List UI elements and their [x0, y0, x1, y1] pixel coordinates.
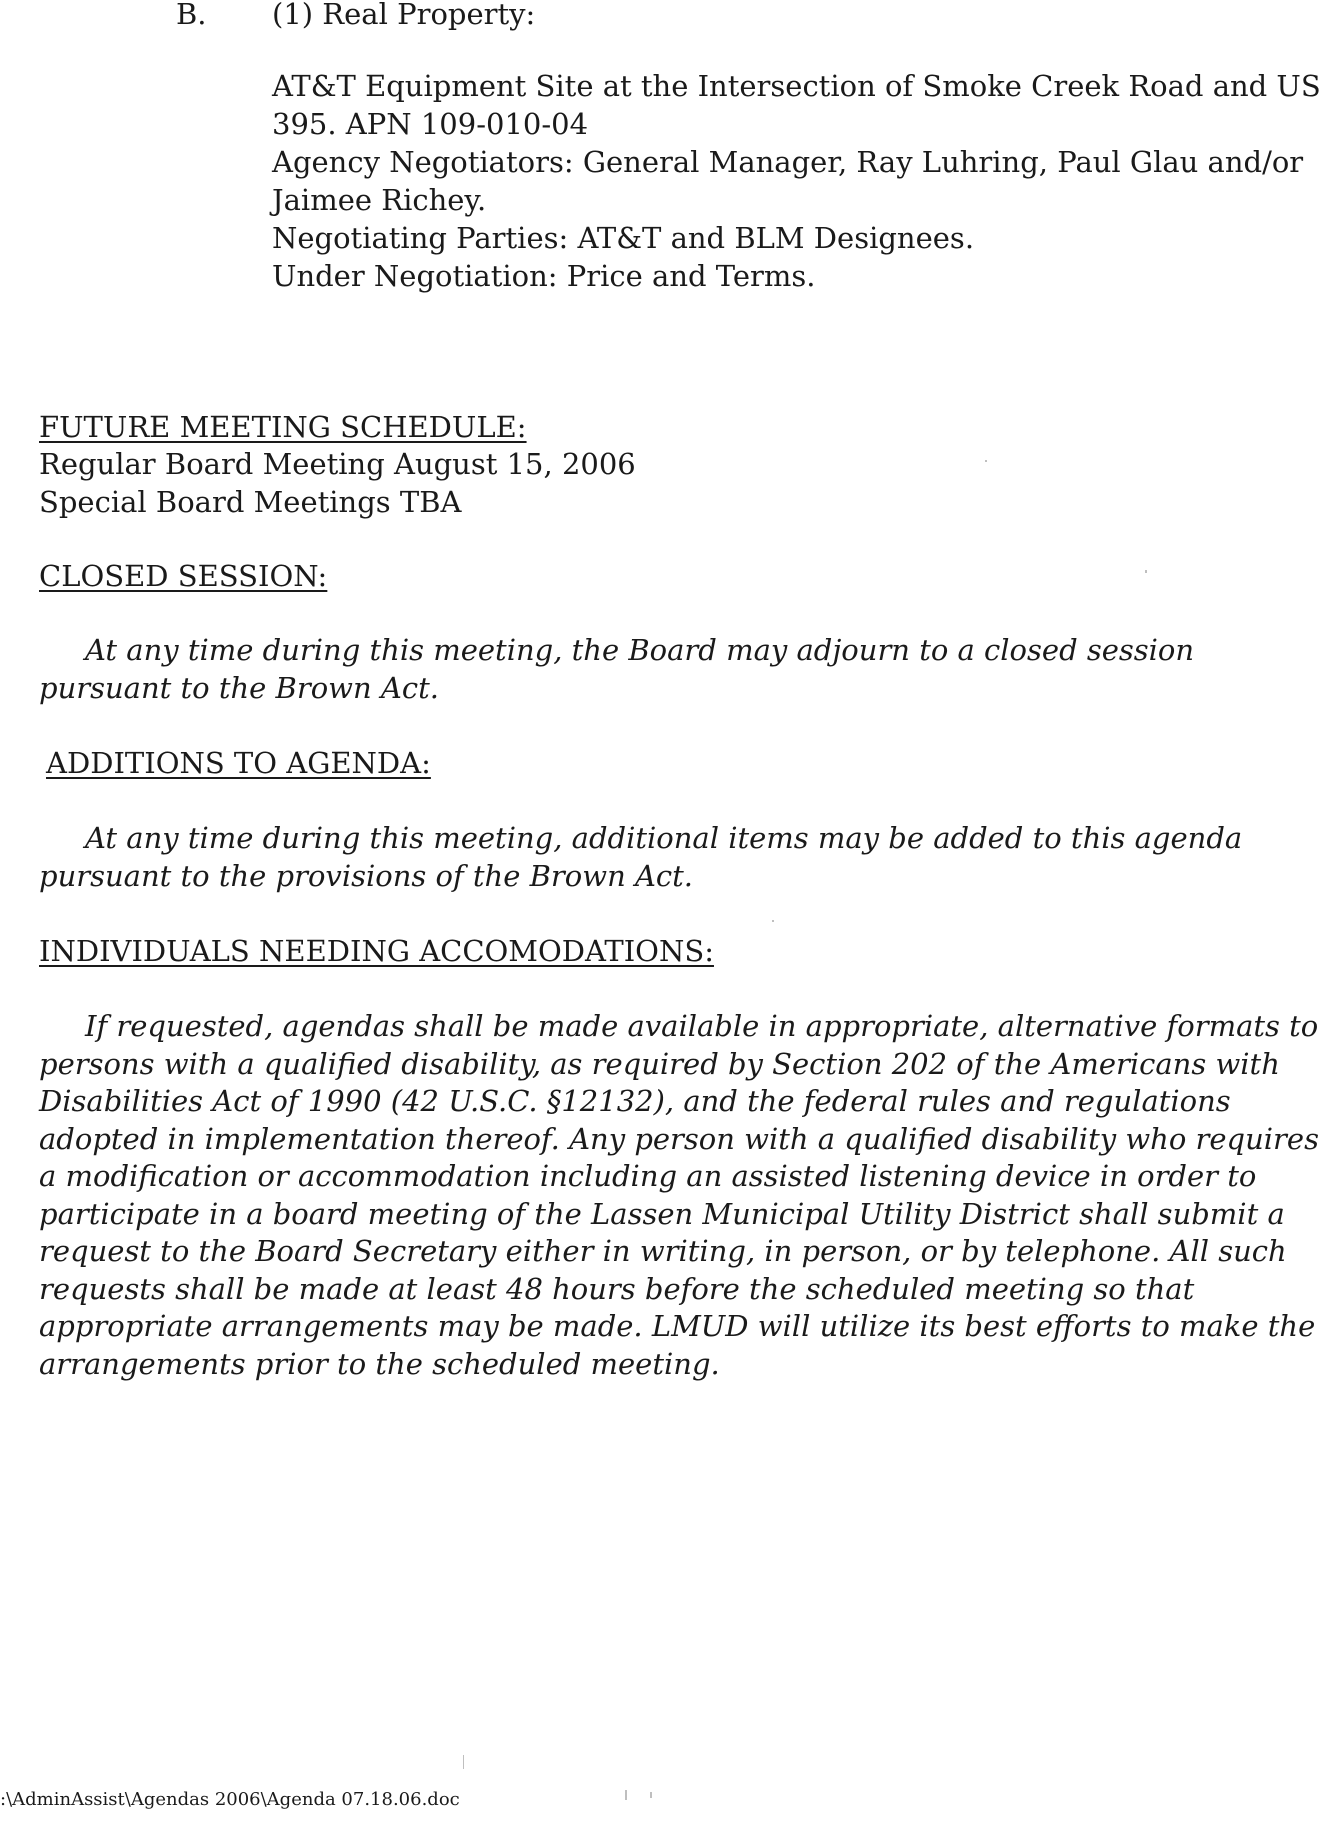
- future-meeting-heading: FUTURE MEETING SCHEDULE:: [39, 410, 527, 444]
- property-line: 395. APN 109-010-04: [272, 107, 589, 141]
- closed-session-text: At any time during this meeting, the Board may adjourn to a closed session pursuant to the Brown Act.: [39, 633, 1195, 705]
- scan-speck: [463, 1755, 464, 1769]
- additions-text: At any time during this meeting, additional items may be added to this agenda pursuant to the provisions of the Brown Act.: [39, 821, 1243, 893]
- scan-speck: [1145, 570, 1147, 573]
- property-line: Agency Negotiators: General Manager, Ray Luhring, Paul Glau and/or: [272, 145, 1304, 179]
- property-line: Jaimee Richey.: [272, 183, 487, 217]
- additions-heading: ADDITIONS TO AGENDA:: [46, 746, 431, 780]
- future-meeting-line: Regular Board Meeting August 15, 2006: [39, 447, 636, 481]
- footer-file-path: :\AdminAssist\Agendas 2006\Agenda 07.18.06.doc: [0, 1789, 460, 1810]
- scan-speck: [772, 920, 774, 922]
- property-line: Negotiating Parties: AT&T and BLM Designees.: [272, 221, 975, 255]
- accommodations-text: If requested, agendas shall be made available in appropriate, alternative formats to persons with a qualified disability, as required by Section 202 of the Americans with Disabilities Act of 1990 (42 U.S.C. §12132), and the federal rules and regulations adopted in implementation thereof. Any person with a qualified disability who requires a modification or accommodation including an assisted listening device in order to participate in a board meeting of the Lassen Municipal Utility District shall submit a request to the Board Secretary either in writing, in person, or by telephone. All such requests shall be made at least 48 hours before the scheduled meeting so that appropriate arrangements may be made. LMUD will utilize its best efforts to make the arrangements prior to the scheduled meeting.: [39, 1009, 1319, 1381]
- scan-speck: [985, 460, 987, 462]
- item-letter: B.: [176, 0, 207, 31]
- closed-session-heading: CLOSED SESSION:: [39, 559, 328, 593]
- property-line: Under Negotiation: Price and Terms.: [272, 259, 816, 293]
- scan-speck: [650, 1792, 652, 1798]
- accommodations-heading: INDIVIDUALS NEEDING ACCOMODATIONS:: [39, 934, 714, 968]
- item-number-label: (1) Real Property:: [272, 0, 536, 31]
- property-line: AT&T Equipment Site at the Intersection of Smoke Creek Road and US: [272, 69, 1321, 103]
- scan-speck: [625, 1790, 627, 1800]
- future-meeting-line: Special Board Meetings TBA: [39, 485, 462, 519]
